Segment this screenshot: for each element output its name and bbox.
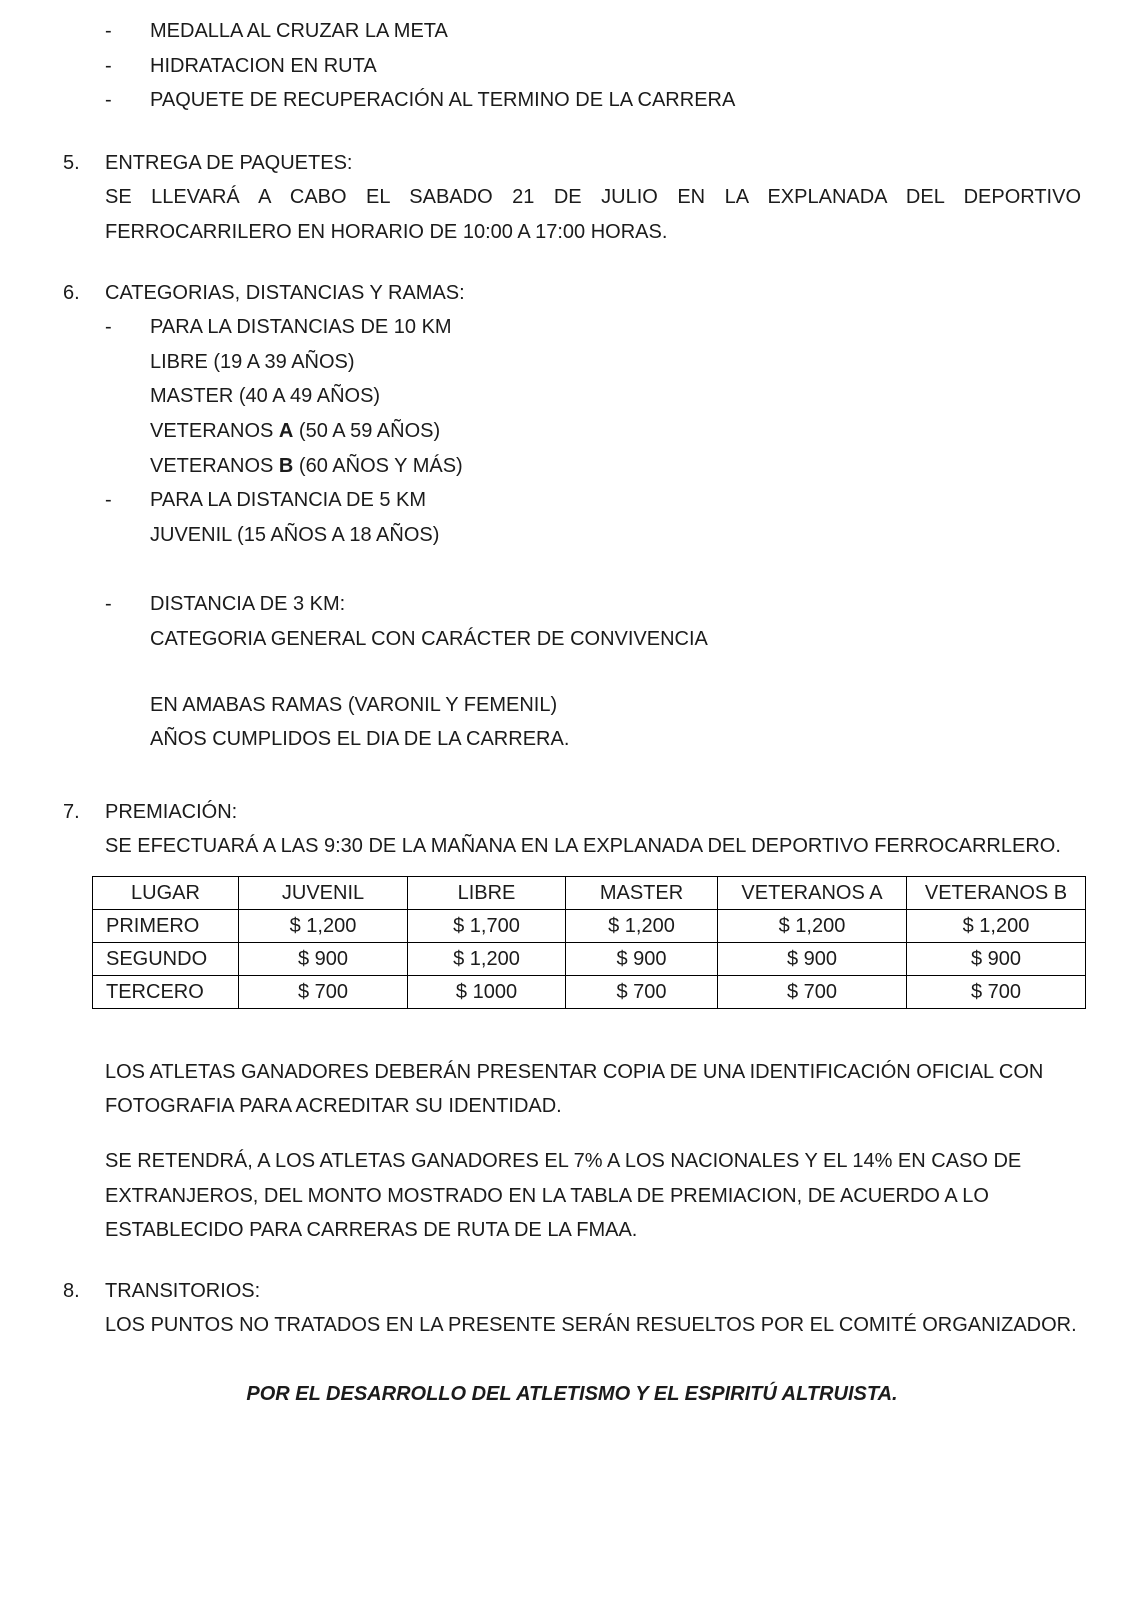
table-cell: $ 900	[239, 942, 408, 975]
category-line-bold: A	[278, 419, 294, 442]
section-7	[63, 795, 1081, 1248]
category-line-prefix: VETERANOS	[150, 454, 279, 477]
table-cell: $ 700	[907, 975, 1086, 1008]
section-content	[105, 795, 1081, 1248]
header-cell: VETERANOS A	[718, 876, 907, 909]
list-item	[105, 49, 1081, 84]
bullet-text: DISTANCIA DE 3 KM:	[150, 593, 346, 616]
table-cell: $ 1000	[408, 975, 566, 1008]
header-cell: LIBRE	[408, 876, 566, 909]
bullet-text: PARA LA DISTANCIAS DE 10 KM	[150, 316, 452, 339]
category-line: JUVENIL (15 AÑOS A 18 AÑOS)	[150, 523, 440, 546]
list-item	[105, 483, 1081, 518]
section-5	[63, 146, 1081, 250]
table-cell: $ 900	[718, 942, 907, 975]
section-number: 5.	[63, 151, 80, 174]
section-title: TRANSITORIOS:	[105, 1279, 261, 1302]
section-6	[63, 276, 1081, 757]
table-cell: $ 900	[566, 942, 718, 975]
bullet-text: PARA LA DISTANCIA DE 5 KM	[150, 489, 427, 512]
table-cell: $ 700	[718, 975, 907, 1008]
category-line-prefix: VETERANOS	[150, 419, 279, 442]
category-line: CATEGORIA GENERAL CON CARÁCTER DE CONVIVENCIA	[150, 627, 708, 650]
table-header-row	[93, 876, 1086, 909]
section-body-text: LOS PUNTOS NO TRATADOS EN LA PRESENTE SERÁN RESUELTOS POR EL COMITÉ ORGANIZADOR.	[105, 1314, 1077, 1337]
bullet-text: HIDRATACION EN RUTA	[150, 54, 377, 77]
bullet-dash: -	[105, 20, 112, 42]
section-content	[105, 276, 1081, 757]
table-cell: $ 1,200	[718, 909, 907, 942]
category-line: LIBRE (19 A 39 AÑOS)	[150, 350, 355, 373]
header-cell: MASTER	[566, 876, 718, 909]
section-body-text: SE LLEVARÁ A CABO EL SABADO 21 DE JULIO EN LA EXPLANADA DEL DEPORTIVO FERROCARRILERO EN HORARIO DE 10:00 A 17:00 HORAS.	[105, 186, 1081, 243]
table-cell: $ 1,700	[408, 909, 566, 942]
section-title: ENTREGA DE PAQUETES:	[105, 151, 353, 174]
category-line-bold: B	[278, 454, 294, 477]
bullet-dash: -	[105, 489, 112, 512]
list-item	[105, 587, 1081, 622]
bullet-dash: -	[105, 316, 112, 339]
category-lines	[150, 345, 1081, 483]
list-item	[105, 83, 1081, 118]
table-cell: PRIMERO	[93, 909, 239, 942]
prize-table	[92, 876, 1086, 1009]
bullet-text: PAQUETE DE RECUPERACIÓN AL TERMINO DE LA CARRERA	[150, 89, 736, 112]
intro-bullet-list	[105, 14, 1081, 118]
footer-motto: POR EL DESARROLLO DEL ATLETISMO Y EL ESPIRITÚ ALTRUISTA.	[246, 1383, 898, 1406]
note-paragraph: LOS ATLETAS GANADORES DEBERÁN PRESENTAR COPIA DE UNA IDENTIFICACIÓN OFICIAL CON FOTOGRAFIA PARA ACREDITAR SU IDENTIDAD.	[105, 1060, 1044, 1118]
category-line	[150, 414, 1081, 449]
table-row	[93, 909, 1086, 942]
category-line: AÑOS CUMPLIDOS EL DIA DE LA CARRERA.	[150, 728, 570, 751]
section-8	[63, 1274, 1081, 1343]
table-cell: $ 700	[239, 975, 408, 1008]
bullet-dash: -	[105, 54, 112, 77]
table-cell: $ 1,200	[907, 909, 1086, 942]
section-number: 7.	[63, 800, 80, 823]
section-content	[105, 1274, 1081, 1343]
category-line	[150, 449, 1081, 484]
section-number: 6.	[63, 281, 80, 304]
bullet-dash: -	[105, 593, 112, 616]
category-line: EN AMABAS RAMAS (VARONIL Y FEMENIL)	[150, 693, 558, 716]
header-cell: LUGAR	[93, 876, 239, 909]
table-cell: SEGUNDO	[93, 942, 239, 975]
table-cell: TERCERO	[93, 975, 239, 1008]
table-cell: $ 900	[907, 942, 1086, 975]
table-cell: $ 1,200	[239, 909, 408, 942]
list-item	[105, 310, 1081, 345]
bullet-text: MEDALLA AL CRUZAR LA META	[150, 20, 448, 42]
section-title: PREMIACIÓN:	[105, 800, 238, 823]
category-line: MASTER (40 A 49 AÑOS)	[150, 385, 381, 408]
category-line-suffix: (50 A 59 AÑOS)	[293, 419, 441, 442]
table-cell: $ 700	[566, 975, 718, 1008]
header-cell: JUVENIL	[239, 876, 408, 909]
table-row	[93, 942, 1086, 975]
note-paragraph: SE RETENDRÁ, A LOS ATLETAS GANADORES EL 7% A LOS NACIONALES Y EL 14% EN CASO DE EXTRANJEROS, DEL MONTO MOSTRADO EN LA TABLA DE PREMIACION, DE ACUERDO A LO ESTABLECIDO PARA CARRERAS DE RUTA DE LA FMAA.	[105, 1150, 1022, 1242]
category-lines	[150, 622, 1081, 757]
category-lines	[150, 518, 1081, 553]
category-line-suffix: (60 AÑOS Y MÁS)	[293, 454, 463, 477]
bullet-dash: -	[105, 89, 112, 112]
section-body-text: SE EFECTUARÁ A LAS 9:30 DE LA MAÑANA EN LA EXPLANADA DEL DEPORTIVO FERROCARRLERO.	[105, 835, 1061, 858]
table-cell: $ 1,200	[566, 909, 718, 942]
header-cell: VETERANOS B	[907, 876, 1086, 909]
section-content	[105, 146, 1081, 250]
table-row	[93, 975, 1086, 1008]
list-item	[105, 14, 1081, 49]
table-cell: $ 1,200	[408, 942, 566, 975]
section-title: CATEGORIAS, DISTANCIAS Y RAMAS:	[105, 281, 465, 304]
section-number: 8.	[63, 1279, 80, 1302]
